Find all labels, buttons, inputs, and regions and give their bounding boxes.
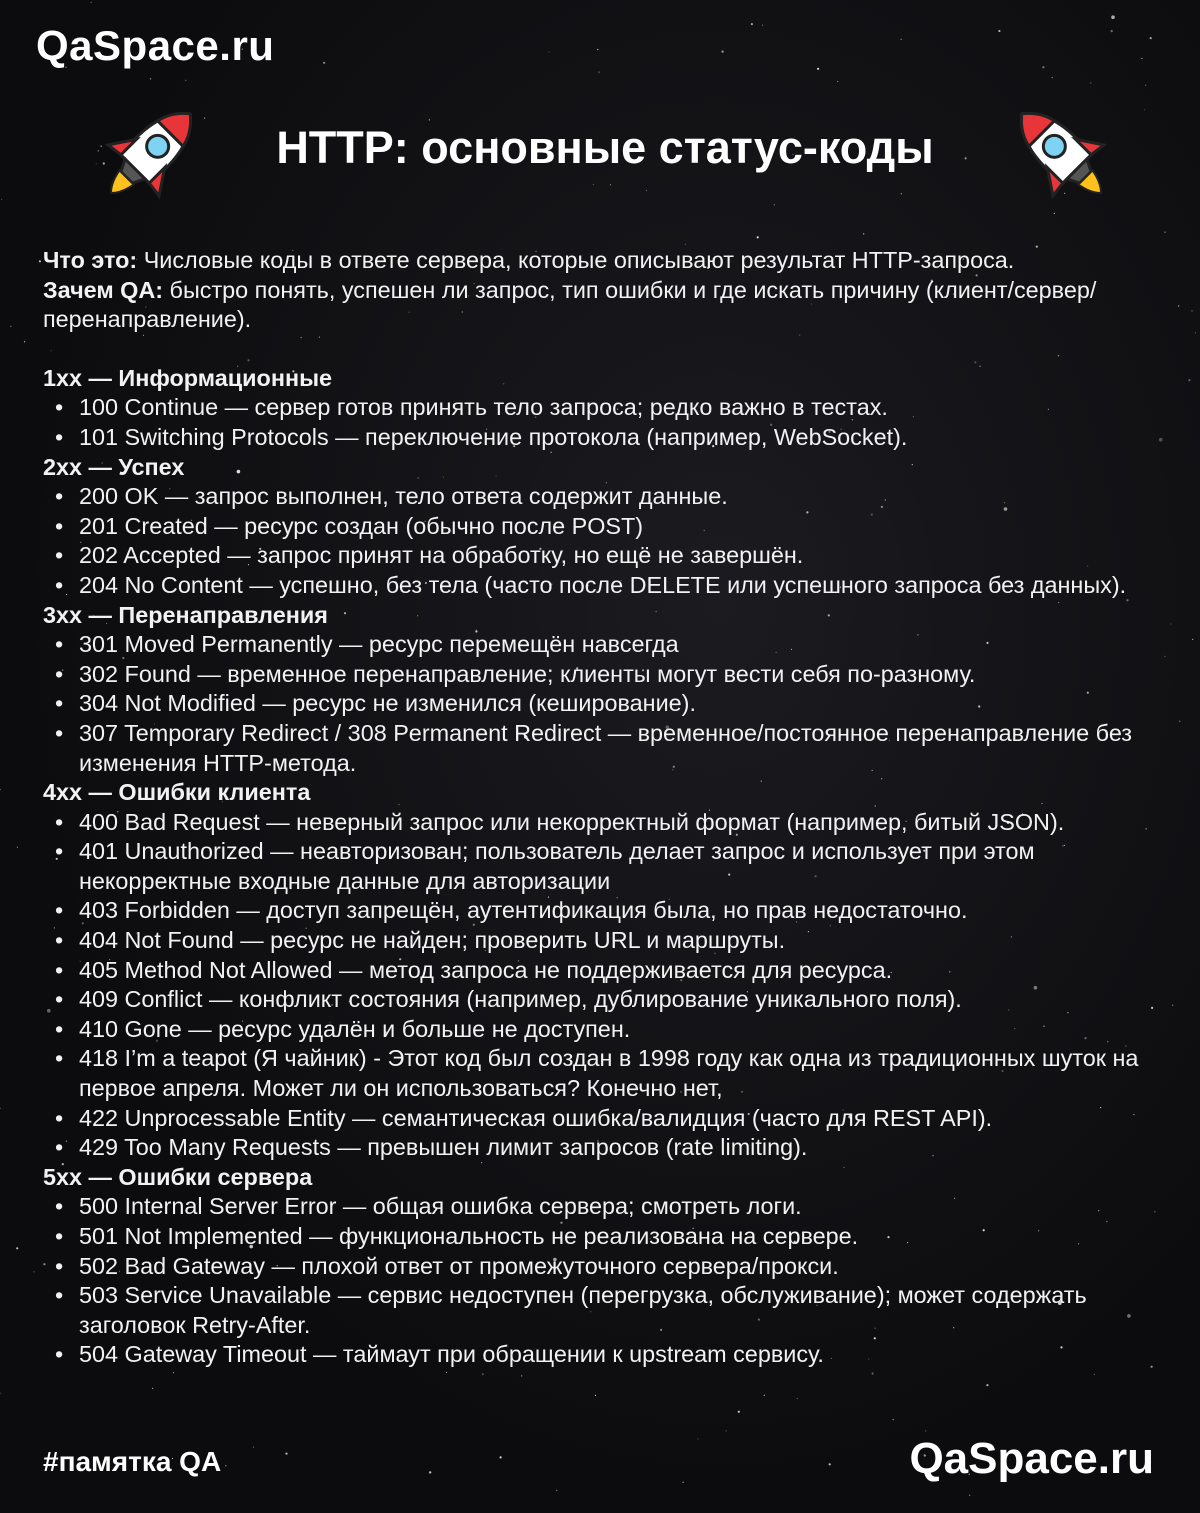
star <box>593 184 594 185</box>
star <box>863 233 864 234</box>
section-title: 3xx — Перенаправления <box>43 601 328 628</box>
star <box>225 1465 226 1466</box>
list-item: • 202 Accepted — запрос принят на обработку, но ещё не завершён. <box>43 541 1163 571</box>
star <box>521 1375 522 1376</box>
star <box>969 1495 970 1496</box>
star <box>1111 15 1115 19</box>
star <box>598 72 599 73</box>
star <box>549 52 550 53</box>
list-item: • 502 Bad Gateway — плохой ответ от промежуточного сервера/прокси. <box>43 1252 1163 1282</box>
star <box>91 2 92 3</box>
star <box>738 1411 740 1413</box>
list-item: • 418 I’m a teapot (Я чайник) - Этот код был создан в 1998 году как одна из традиционных шуток на первое апреля. Может ли он использоваться? Конечно нет, <box>43 1044 1163 1103</box>
intro <box>43 246 1163 335</box>
list-item: • 100 Continue — сервер готов принять тело запроса; редко важно в тестах. <box>43 393 1163 423</box>
star <box>1090 82 1091 83</box>
star <box>0 789 1 790</box>
star <box>39 260 41 262</box>
list-item: • 403 Forbidden — доступ запрещён, аутентификация была, но прав недостаточно. <box>43 896 1163 926</box>
intro-what <box>43 246 1163 276</box>
star <box>610 184 611 185</box>
star <box>683 1482 684 1483</box>
star <box>1094 1374 1095 1375</box>
star <box>1188 379 1190 381</box>
list-item: • 422 Unprocessable Entity — семантическая ошибка/валидция (часто для REST API). <box>43 1104 1163 1134</box>
star <box>323 62 325 64</box>
star <box>757 236 759 238</box>
star <box>764 1395 765 1396</box>
star <box>751 23 753 25</box>
brand-logo-bottom: QaSpace.ru <box>909 1434 1154 1483</box>
star <box>10 326 11 327</box>
star <box>1192 639 1193 640</box>
list-item: • 200 OK — запрос выполнен, тело ответа содержит данные. <box>43 482 1163 512</box>
star <box>697 1438 698 1439</box>
list-item: • 500 Internal Server Error — общая ошибка сервера; смотреть логи. <box>43 1192 1163 1222</box>
star <box>1111 30 1113 32</box>
star <box>500 1456 502 1458</box>
star <box>1052 77 1053 78</box>
status-code-list <box>43 393 1163 452</box>
star <box>837 81 838 82</box>
list-item: • 404 Not Found — ресурс не найден; проверить URL и маршруты. <box>43 926 1163 956</box>
star <box>646 190 647 191</box>
star <box>817 68 819 70</box>
intro-why-text: быстро понять, успешен ли запрос, тип ошибки и где искать причину (клиент/сервер/перенаправление). <box>43 276 1097 333</box>
intro-why <box>43 276 1163 335</box>
list-item: • 401 Unauthorized — неавторизован; пользователь делает запрос и использует при этом некорректные входные данные для авторизации <box>43 837 1163 896</box>
star <box>597 49 598 50</box>
star <box>1179 721 1180 722</box>
list-item: • 429 Too Many Requests — превышен лимит запросов (rate limiting). <box>43 1133 1163 1163</box>
star <box>1164 656 1165 657</box>
section-title: 5xx — Ошибки сервера <box>43 1163 313 1190</box>
star <box>797 1398 798 1399</box>
section-title: 1xx — Информационные <box>43 364 333 391</box>
content <box>43 246 1163 1370</box>
star <box>17 847 18 848</box>
list-item: • 307 Temporary Redirect / 308 Permanent Redirect — временное/постоянное перенаправление без изменения HTTP-метода. <box>43 719 1163 778</box>
page-title: HTTP: основные статус-коды <box>276 122 934 173</box>
star <box>1 199 2 200</box>
status-code-list <box>43 808 1163 1163</box>
star <box>986 1384 988 1386</box>
star <box>1145 85 1146 86</box>
star <box>152 1388 153 1389</box>
star <box>1054 213 1055 214</box>
star <box>150 78 151 79</box>
star <box>726 1430 727 1431</box>
star <box>722 51 724 53</box>
star <box>0 1108 1 1109</box>
list-item: • 204 No Content — успешно, без тела (часто после DELETE или успешного запроса без данных). <box>43 571 1163 601</box>
star <box>556 1490 557 1491</box>
star <box>1144 109 1145 110</box>
star <box>774 204 775 205</box>
intro-what-text: Числовые коды в ответе сервера, которые описывают результат HTTP-запроса. <box>137 247 1015 273</box>
intro-what-label: Что это: <box>43 247 138 273</box>
list-item: • 400 Bad Request — неверный запрос или некорректный формат (например, битый JSON). <box>43 808 1163 838</box>
brand-logo-top: QaSpace.ru <box>36 22 275 69</box>
spacer <box>43 335 1163 364</box>
rocket-icon <box>1000 92 1120 212</box>
star <box>762 25 763 26</box>
star <box>1172 1005 1173 1006</box>
list-item: • 101 Switching Protocols — переключение протокола (например, WebSocket). <box>43 423 1163 453</box>
star <box>1164 232 1165 233</box>
star <box>685 244 686 245</box>
status-code-list <box>43 482 1163 600</box>
star <box>429 1471 431 1473</box>
star <box>24 341 25 342</box>
star <box>446 1372 447 1373</box>
list-item: • 304 Not Modified — ресурс не изменился (кеширование). <box>43 689 1163 719</box>
list-item: • 503 Service Unavailable — сервис недоступен (перегрузка, обслуживание); может содержать заголовок Retry-After. <box>43 1281 1163 1340</box>
star <box>482 1373 484 1375</box>
star <box>829 1463 831 1465</box>
star <box>16 1247 18 1249</box>
star <box>0 1393 1 1394</box>
list-item: • 410 Gone — ресурс удалён и больше не доступен. <box>43 1015 1163 1045</box>
star <box>1150 37 1152 39</box>
list-item: • 201 Created — ресурс создан (обычно после POST) <box>43 512 1163 542</box>
star <box>185 80 186 81</box>
status-code-list <box>43 1192 1163 1370</box>
star <box>872 1372 874 1374</box>
star <box>595 1395 596 1396</box>
star <box>1178 305 1179 306</box>
star <box>253 1447 254 1448</box>
intro-why-label: Зачем QA: <box>43 276 164 303</box>
star <box>901 193 902 194</box>
star <box>998 30 1000 32</box>
list-item: • 302 Found — временное перенаправление; клиенты могут вести себя по-разному. <box>43 660 1163 690</box>
star <box>285 1453 287 1455</box>
star <box>1195 332 1196 333</box>
star <box>893 1419 894 1420</box>
list-item: • 301 Moved Permanently — ресурс перемещён навсегда <box>43 630 1163 660</box>
star <box>1042 66 1044 68</box>
star <box>173 1372 174 1373</box>
star <box>33 1271 34 1272</box>
section-title: 2xx — Успех <box>43 453 185 480</box>
status-code-sections <box>43 364 1163 1370</box>
hashtag: #памятка QA <box>43 1446 222 1477</box>
status-code-list <box>43 630 1163 778</box>
star <box>901 39 902 40</box>
star <box>429 119 430 120</box>
section-title: 4xx — Ошибки клиента <box>43 779 311 806</box>
list-item: • 409 Conflict — конфликт состояния (например, дублирование уникального поля). <box>43 985 1163 1015</box>
star <box>1191 310 1192 311</box>
star <box>925 1430 926 1431</box>
list-item: • 405 Method Not Allowed — метод запроса не поддерживается для ресурса. <box>43 956 1163 986</box>
list-item: • 504 Gateway Timeout — таймаут при обращении к upstream сервису. <box>43 1340 1163 1370</box>
star <box>1141 58 1142 59</box>
star <box>1170 623 1171 624</box>
list-item: • 501 Not Implemented — функциональность не реализована на сервере. <box>43 1222 1163 1252</box>
